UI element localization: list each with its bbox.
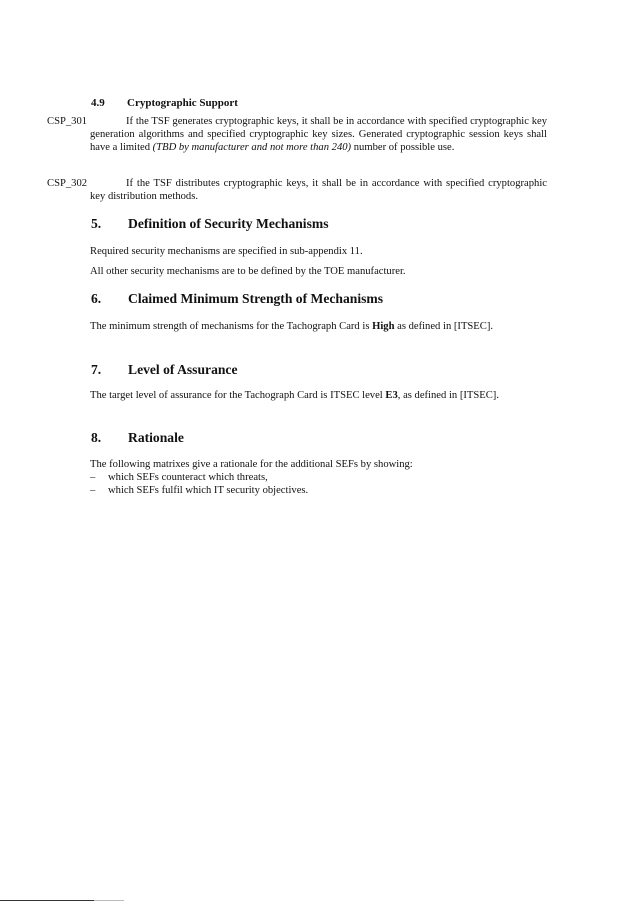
requirement-text: If the TSF distributes cryptographic keys, it shall be in accordance with specified cryptographic key distribution methods. [90,178,547,202]
footer-rule-faint [94,900,124,901]
list-item: – which SEFs fulfil which IT security objectives. [90,485,309,496]
section-8-intro: The following matrixes give a rationale for the additional SEFs by showing: [90,459,413,470]
section-5-paragraph-2: All other security mechanisms are to be defined by the TOE manufacturer. [90,266,406,277]
subsection-number: 4.9 [91,97,105,109]
section-heading-8: 8. Rationale [91,430,184,445]
section-7-paragraph: The target level of assurance for the Tachograph Card is ITSEC level E3, as defined in [ITSEC]. [90,390,499,401]
rationale-list [90,471,547,497]
list-item: – which SEFs counteract which threats, [90,472,268,483]
subsection-title: Cryptographic Support [127,97,238,109]
section-5-paragraph-1: Required security mechanisms are specified in sub-appendix 11. [90,246,363,257]
section-heading-6: 6. Claimed Minimum Strength of Mechanisms [91,291,384,306]
requirement-csp-302 [47,177,547,203]
section-6-paragraph: The minimum strength of mechanisms for the Tachograph Card is High as defined in [ITSEC]. [90,321,494,332]
section-heading-7: 7. Level of Assurance [91,362,238,377]
requirement-csp-301 [47,115,547,154]
requirement-text: If the TSF generates cryptographic keys, it shall be in accordance with specified cryptographic key generation algorithms and specified cryptographic key sizes. Generated cryptographic session keys shall have a limited (TBD by manufacturer and not more than 240) number of possible use. [90,116,547,153]
footer-rule [0,900,94,901]
subsection-heading-4-9 [91,97,238,110]
section-heading-5: 5. Definition of Security Mechanisms [91,216,329,231]
requirement-code: CSP_302 [47,178,88,189]
requirement-code: CSP_301 [47,116,88,127]
